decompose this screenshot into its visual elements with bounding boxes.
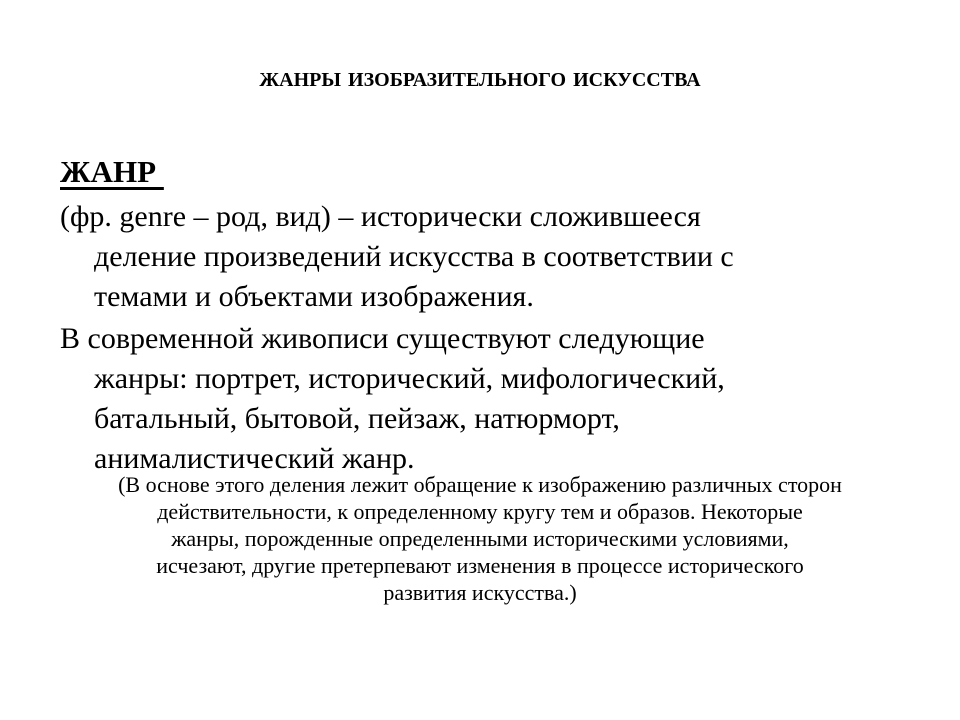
slide-title: ЖАНРЫ ИЗОБРАЗИТЕЛЬНОГО ИСКУССТВА: [259, 69, 701, 91]
genres-line: жанры: портрет, исторический, мифологический,: [94, 362, 725, 395]
definition-paragraph: [60, 197, 920, 317]
genres-line: В современной живописи существуют следующие: [60, 322, 705, 355]
definition-line: (фр. genre – род, вид) – исторически сложившееся: [60, 200, 701, 233]
note-line: жанры, порожденные определенными историческими условиями,: [171, 526, 789, 551]
note-line: развития искусства.): [383, 580, 577, 605]
definition-line: темами и объектами изображения.: [94, 280, 534, 313]
definition-line: деление произведений искусства в соответствии с: [94, 240, 734, 273]
genres-line: анималистический жанр.: [94, 442, 415, 475]
genres-paragraph: [60, 319, 920, 479]
note-line: (В основе этого деления лежит обращение к изображению различных сторон: [118, 472, 842, 497]
note-line: исчезают, другие претерпевают изменения в процессе исторического: [156, 553, 804, 578]
note-paragraph: [0, 471, 960, 606]
note-line: действительности, к определенному кругу тем и образов. Некоторые: [157, 499, 803, 524]
term-heading: ЖАНР: [60, 154, 164, 189]
genres-line: батальный, бытовой, пейзаж, натюрморт,: [94, 402, 620, 435]
